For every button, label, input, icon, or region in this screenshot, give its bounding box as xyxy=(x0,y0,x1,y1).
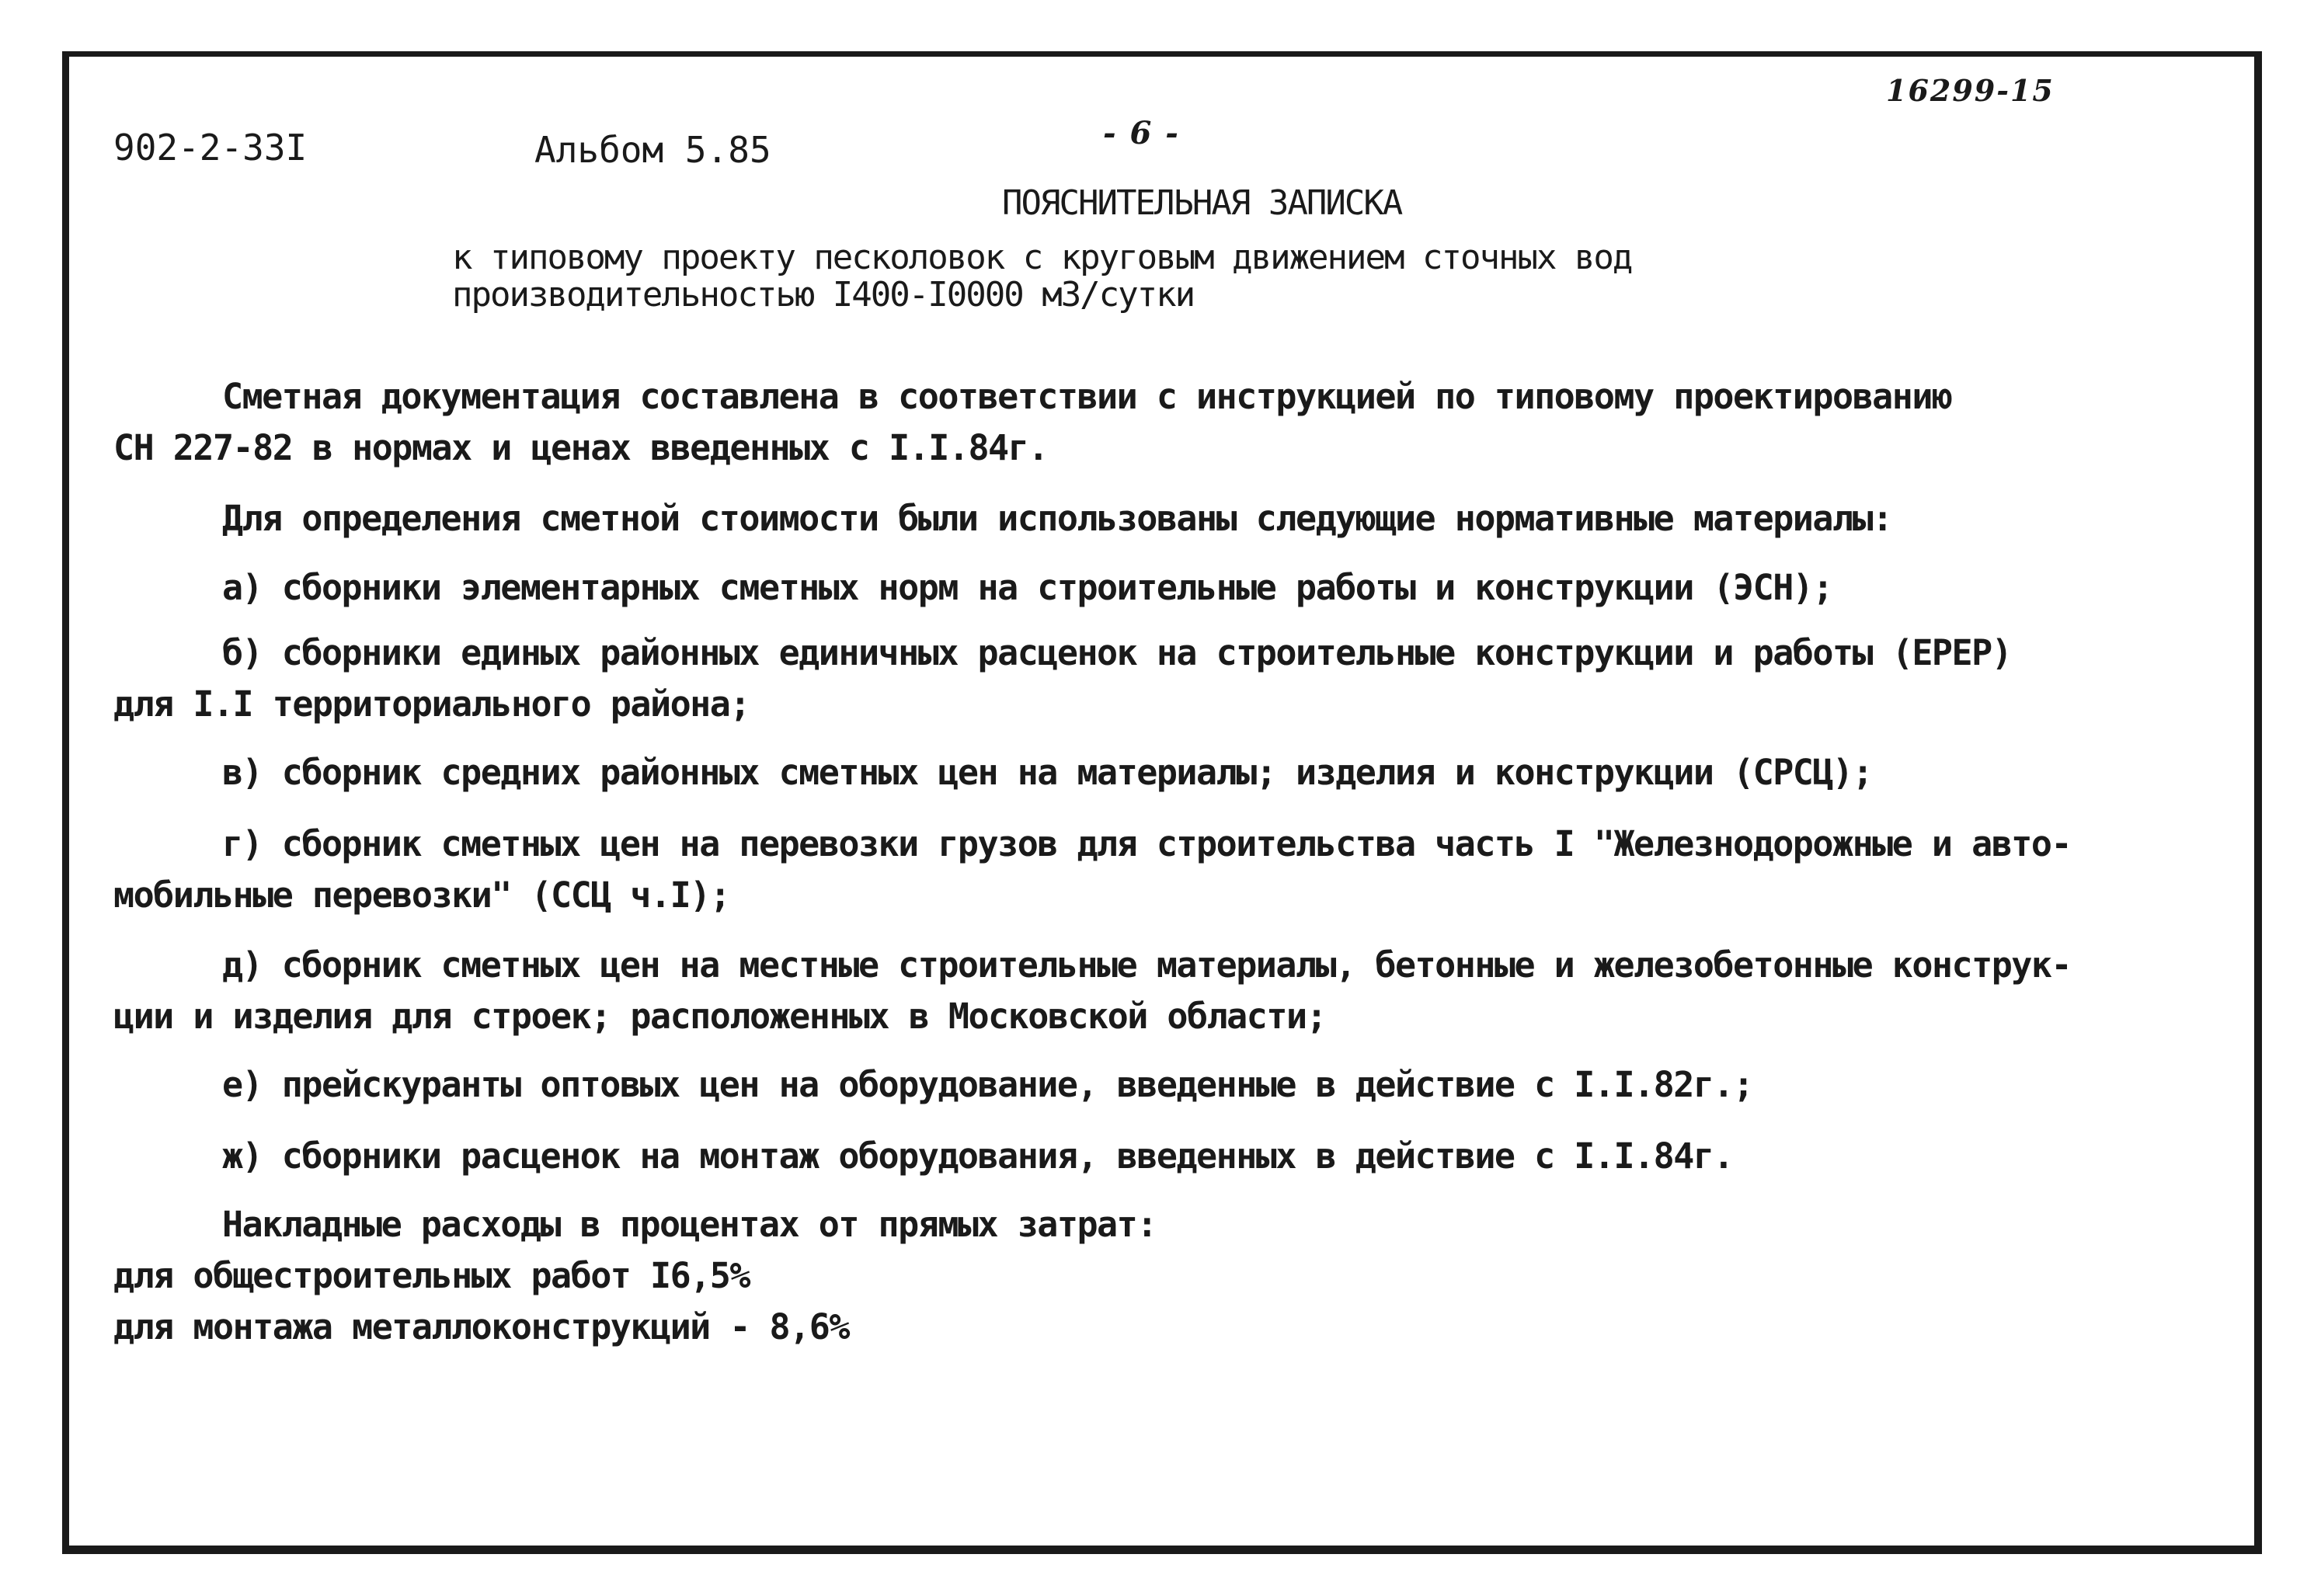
intro-line-2: СН 227-82 в нормах и ценах введенных с I.I.84г. xyxy=(113,427,1048,468)
list-item-b-line-1: б) сборники единых районных единичных расценок на строительные конструкции и работы (ЕРЕР) xyxy=(222,632,2012,673)
list-item-a: а) сборники элементарных сметных норм на строительные работы и конструкции (ЭСН); xyxy=(222,567,1832,608)
list-item-v: в) сборник средних районных сметных цен на материалы; изделия и конструкции (СРСЦ); xyxy=(222,752,1873,793)
list-item-e: е) прейскуранты оптовых цен на оборудование, введенные в действие с I.I.82г.; xyxy=(222,1064,1753,1105)
list-item-d-line-1: д) сборник сметных цен на местные строительные материалы, бетонные и железобетонные конструк- xyxy=(222,944,2072,986)
registration-number: 16299-15 xyxy=(1886,73,2055,108)
overhead-line-1: для общестроительных работ I6,5% xyxy=(113,1255,750,1296)
list-item-g-line-1: г) сборник сметных цен на перевозки грузов для строительства часть I "Железнодорожные и авто- xyxy=(222,823,2072,864)
list-item-d-line-2: ции и изделия для строек; расположенных в Московской области; xyxy=(113,996,1327,1037)
list-item-b-line-2: для I.I территориального района; xyxy=(113,683,750,725)
overhead-line-2: для монтажа металлоконструкций - 8,6% xyxy=(113,1306,849,1347)
subtitle-line-2: производительностью I400-I0000 м3/сутки xyxy=(452,275,1195,315)
list-item-g-line-2: мобильные перевозки" (ССЦ ч.I); xyxy=(113,874,730,916)
materials-intro: Для определения сметной стоимости были использованы следующие нормативные материалы: xyxy=(222,498,1892,539)
album-label: Альбом 5.85 xyxy=(534,129,771,171)
document-code: 902-2-33I xyxy=(113,127,308,169)
page-number: - 6 - xyxy=(1103,115,1180,151)
list-item-zh: ж) сборники расценок на монтаж оборудования, введенных в действие с I.I.84г. xyxy=(222,1135,1734,1177)
subtitle-line-1: к типовому проекту песколовок с круговым движением сточных вод xyxy=(452,238,1632,277)
page-title: ПОЯСНИТЕЛЬНАЯ ЗАПИСКА xyxy=(1002,183,1402,223)
overhead-intro: Накладные расходы в процентах от прямых затрат: xyxy=(222,1204,1157,1245)
intro-line-1: Сметная документация составлена в соответствии с инструкцией по типовому проектированию xyxy=(222,376,1952,417)
